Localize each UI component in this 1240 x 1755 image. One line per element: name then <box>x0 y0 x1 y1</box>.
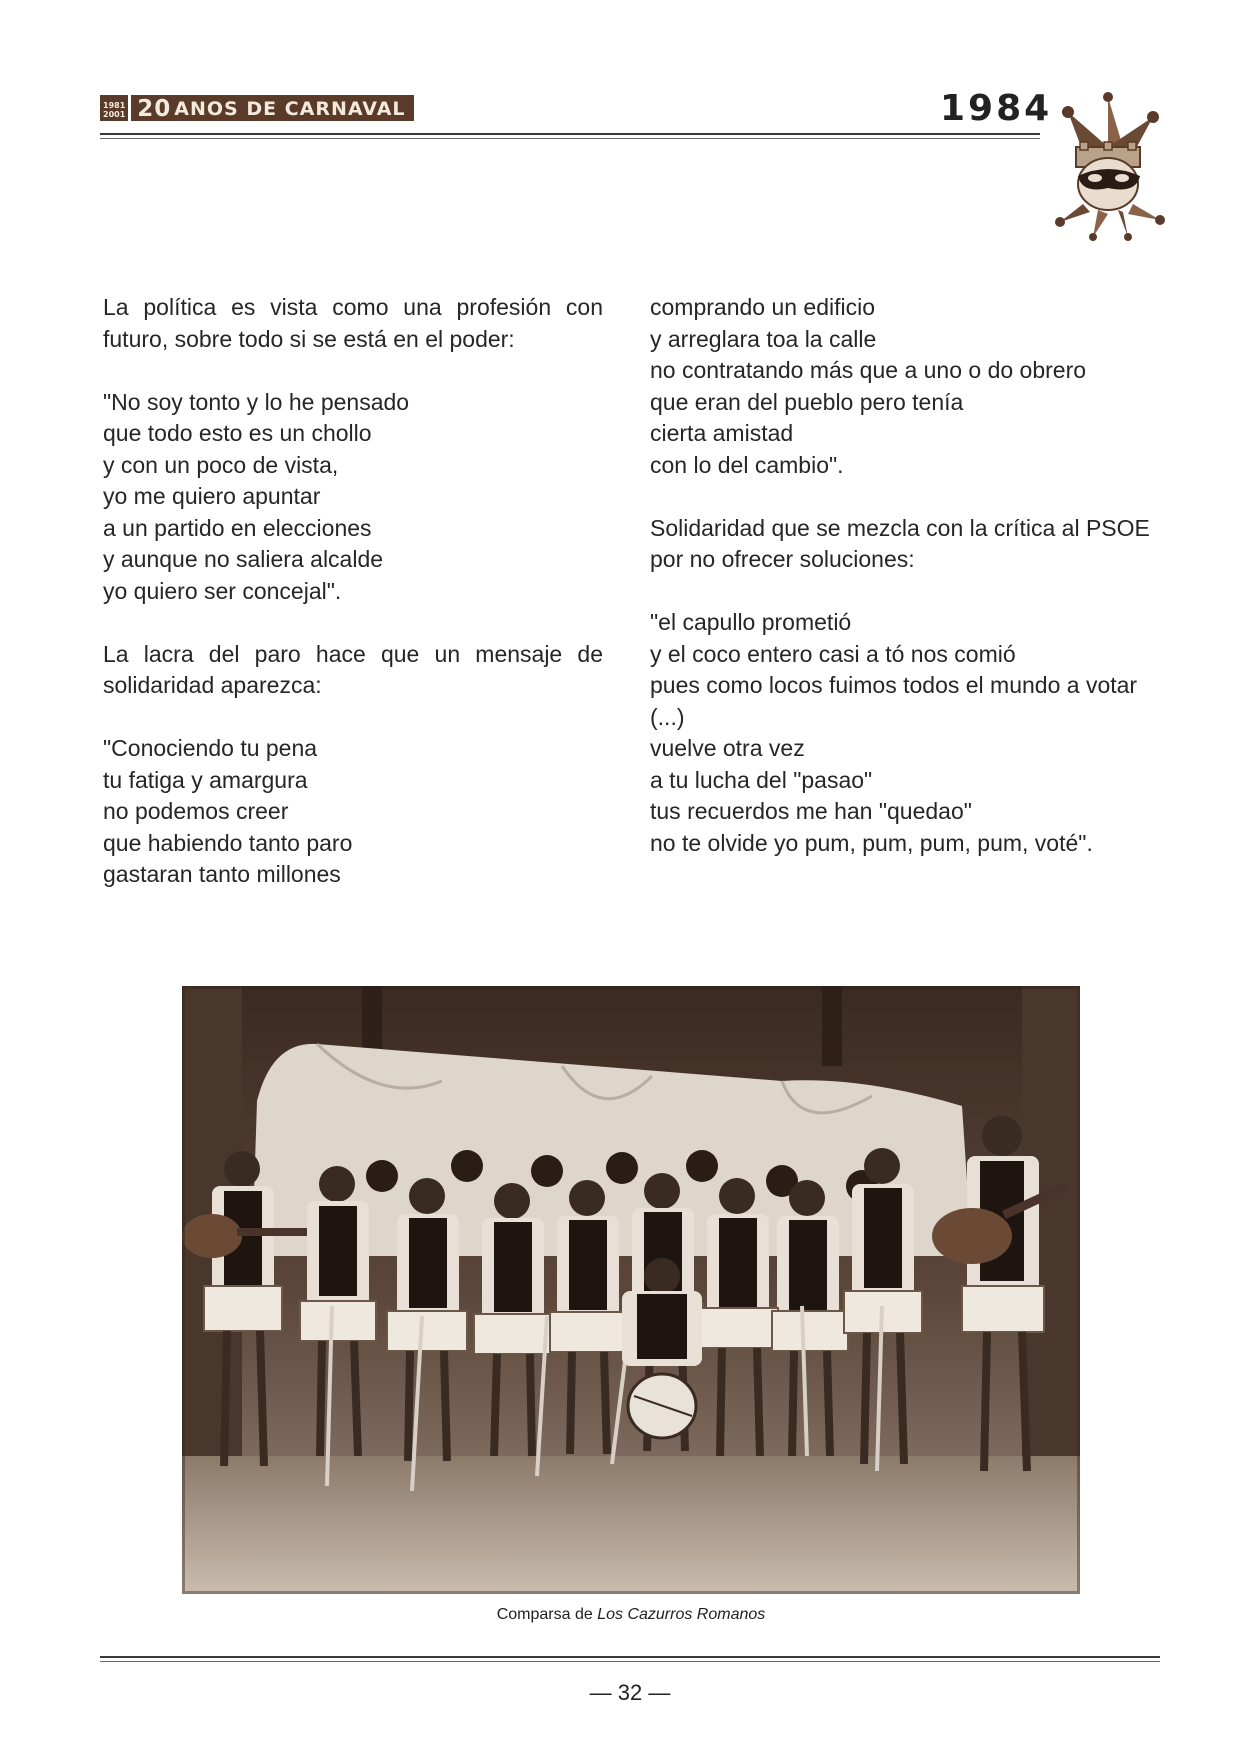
verse-conociendo: "Conociendo tu pena tu fatiga y amargura no podemos creer que habiendo tanto paro gastaran tanto millones <box>103 735 353 887</box>
jester-mask-icon <box>1048 92 1168 242</box>
left-text-column <box>103 292 603 922</box>
header-years <box>100 95 128 121</box>
footer-rule-thin <box>100 1661 1160 1662</box>
intro-paragraph: La política es vista como una profesión con futuro, sobre todo si se está en el poder: <box>103 294 603 352</box>
photo-caption <box>182 1606 1080 1624</box>
verse-concejal: "No soy tonto y lo he pensado que todo esto es un chollo y con un poco de vista, yo me quiero apuntar a un partido en elecciones y aunque no saliera alcalde yo quiero ser concejal". <box>103 388 410 604</box>
header-title-number: 20 <box>137 95 172 122</box>
header-title-text: ANOS DE CARNAVAL <box>174 97 406 120</box>
right-text-column <box>650 292 1160 891</box>
header-rule-thin <box>100 138 1040 139</box>
comparsa-photo <box>182 986 1080 1594</box>
page-number: — 32 — <box>589 1680 671 1705</box>
header-year: 1984 <box>940 88 1053 129</box>
caption-prefix: Comparsa de <box>496 1606 598 1623</box>
header-rule <box>100 133 1040 135</box>
header-title <box>131 95 413 121</box>
header-year-end: 2001 <box>103 110 126 119</box>
caption-group-name: Los Cazurros Romanos <box>597 1606 766 1623</box>
verse-capullo: "el capullo prometió y el coco entero casi a tó nos comió pues como locos fuimos todos el mundo a votar (...) vuelve otra vez a tu lucha del "pasao" tus recuerdos me han "quedao" no te olvide yo pum, pum, pum, pum, voté". <box>650 609 1138 856</box>
solidaridad-paragraph: Solidaridad que se mezcla con la crítica al PSOE por no ofrecer soluciones: <box>650 514 1150 572</box>
header-logo <box>100 95 414 121</box>
verse-conociendo-continued: comprando un edificio y arreglara toa la calle no contratando más que a uno o do obrero que eran del pueblo pero tenía cierta amistad con lo del cambio". <box>650 294 1087 478</box>
photo-illustration <box>182 986 1080 1594</box>
footer-rule <box>100 1656 1160 1658</box>
paro-paragraph: La lacra del paro hace que un mensaje de solidaridad aparezca: <box>103 640 603 698</box>
header-year-start: 1981 <box>103 101 126 110</box>
